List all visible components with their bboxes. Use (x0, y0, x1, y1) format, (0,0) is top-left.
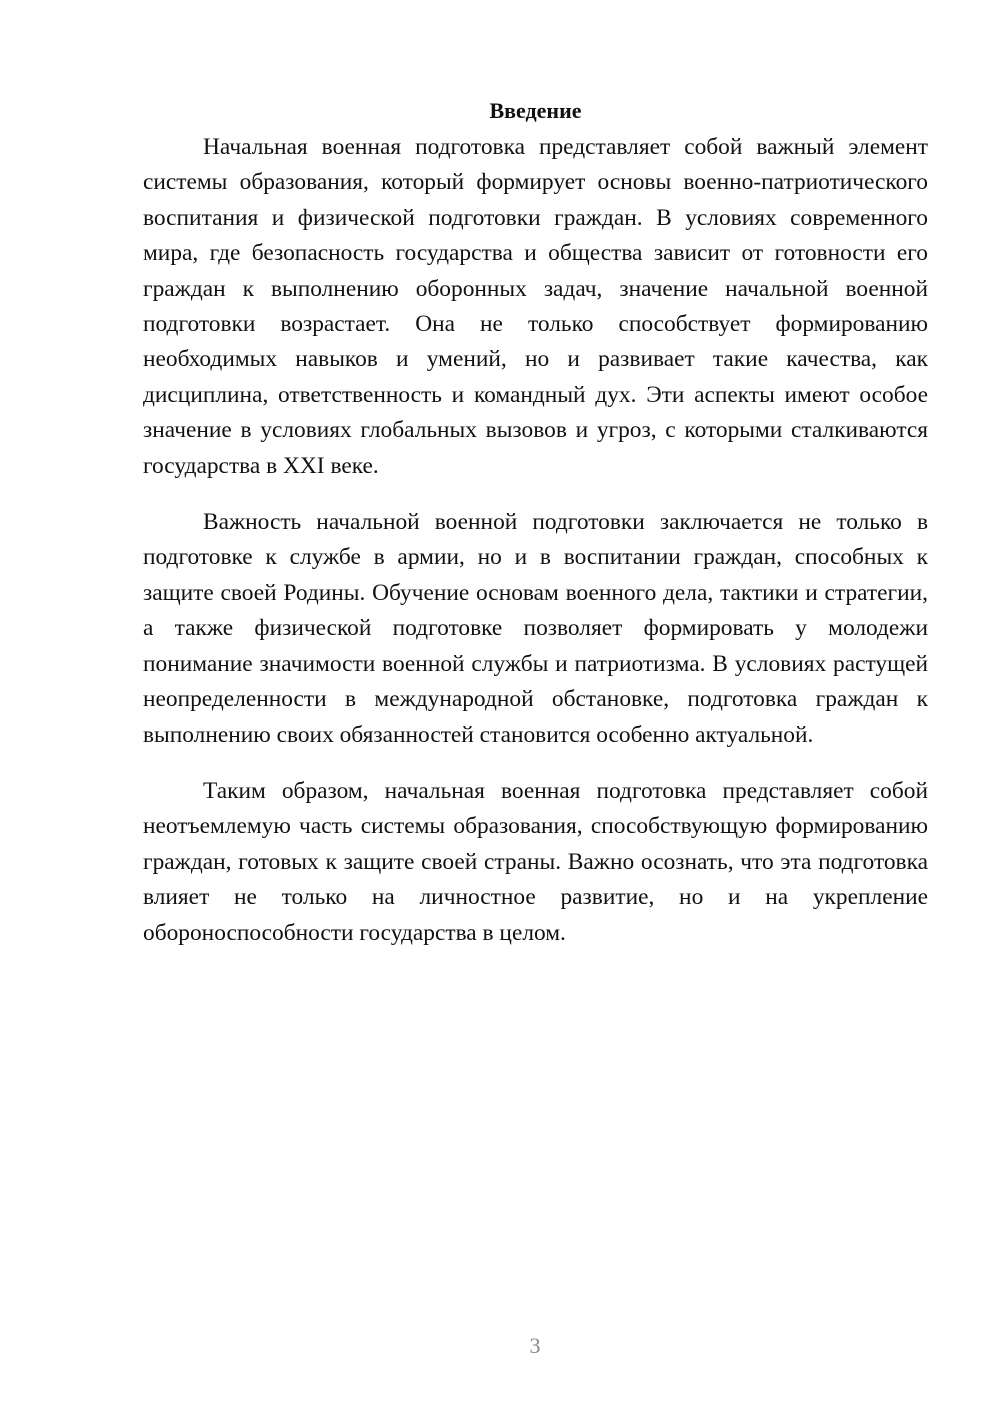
document-page (143, 92, 928, 951)
paragraph-3: Таким образом, начальная военная подготовка представляет собой неотъемлемую часть системы образования, способствующую формированию граждан, готовых к защите своей страны. Важно осознать, что эта подготовка влияет не только на личностное развитие, но и на укрепление обороноспособности государства в целом. (143, 777, 928, 946)
paragraph-1: Начальная военная подготовка представляет собой важный элемент системы образования, который формирует основы военно-патриотического воспитания и физической подготовки граждан. В условиях современного мира, где безопасность государства и общества зависит от готовности его граждан к выполнению оборонных задач, значение начальной военной подготовки возрастает. Она не только способствует формированию необходимых навыков и умений, но и развивает такие качества, как дисциплина, ответственность и командный дух. Эти аспекты имеют особое значение в условиях глобальных вызовов и угроз, с которыми сталкиваются государства в XXI веке. (143, 134, 928, 479)
section-title: Введение (489, 98, 582, 123)
paragraph-2: Важность начальной военной подготовки заключается не только в подготовке к службе в армии, но и в воспитании граждан, способных к защите своей Родины. Обучение основам военного дела, тактики и стратегии, а также физической подготовке позволяет формировать у молодежи понимание значимости военной службы и патриотизма. В условиях растущей неопределенности в международной обстановке, подготовка граждан к выполнению своих обязанностей становится особенно актуальной. (143, 509, 928, 748)
page-number: 3 (529, 1333, 541, 1358)
